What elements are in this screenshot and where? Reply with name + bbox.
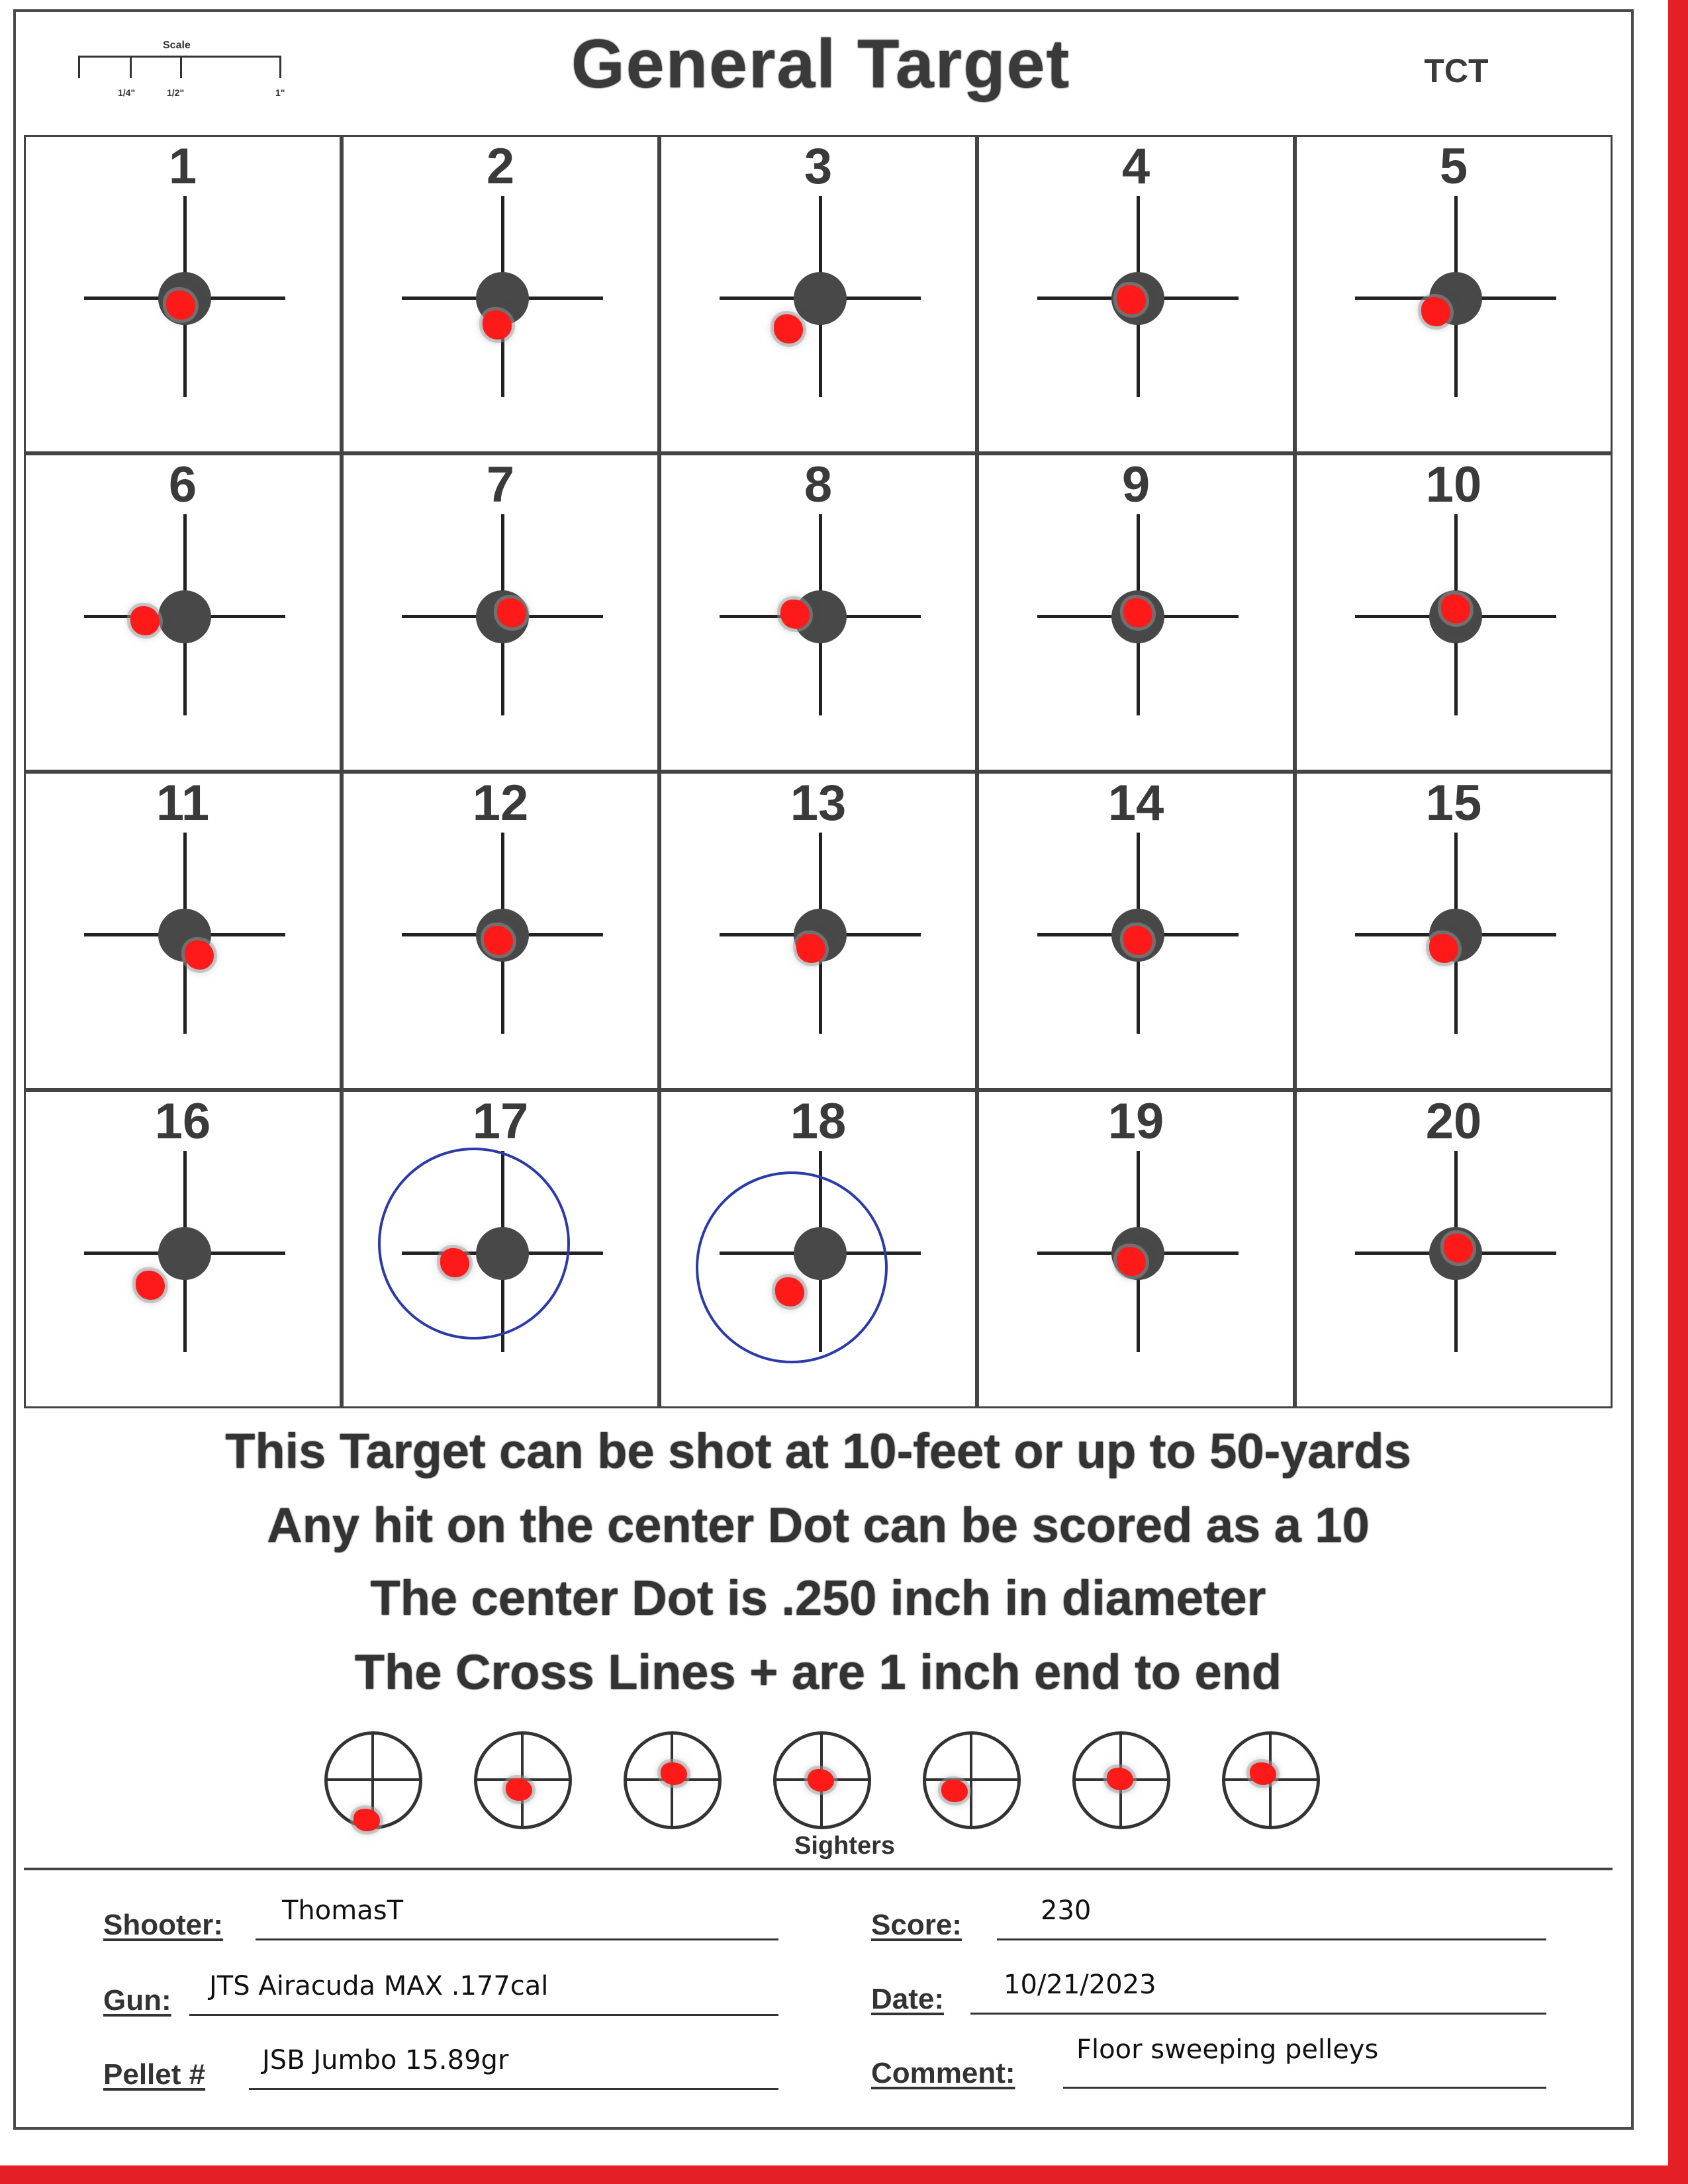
shot-hole <box>1250 1762 1276 1785</box>
shot-hole <box>1123 598 1152 627</box>
target-number: 7 <box>486 457 515 513</box>
comment-field <box>871 2034 1546 2094</box>
score-value: 230 <box>1041 1895 1092 1926</box>
circled-mark <box>696 1171 888 1363</box>
sighter-target <box>324 1731 422 1829</box>
target-number: 20 <box>1425 1093 1482 1150</box>
scale-bar <box>78 40 297 106</box>
gun-value: JTS Airacuda MAX .177cal <box>209 1971 549 2001</box>
shooter-value: ThomasT <box>282 1895 404 1926</box>
target-number: 19 <box>1107 1093 1164 1150</box>
shooter-label: Shooter: <box>103 1909 223 1941</box>
target-cell-16 <box>24 1090 342 1408</box>
red-edge-right <box>1668 0 1688 2184</box>
target-number: 3 <box>804 138 833 195</box>
target-cell-10 <box>1295 453 1613 772</box>
center-dot <box>794 272 847 325</box>
page-title: General Target <box>571 26 1071 103</box>
shot-hole <box>1441 594 1470 623</box>
target-number: 12 <box>472 775 529 831</box>
sighter-target <box>773 1731 871 1829</box>
date-line <box>970 2013 1546 2015</box>
target-number: 5 <box>1439 138 1468 195</box>
shooter-field <box>103 1893 778 1946</box>
shot-hole <box>941 1780 968 1802</box>
shot-hole <box>1444 1234 1473 1263</box>
target-cell-14 <box>977 772 1295 1090</box>
target-cell-12 <box>342 772 659 1090</box>
target-number: 2 <box>486 138 515 195</box>
pellet-label: Pellet # <box>103 2058 206 2091</box>
comment-value: Floor sweeping pelleys <box>1076 2034 1379 2065</box>
instruction-line: Any hit on the center Dot can be scored as a 10 <box>267 1498 1370 1553</box>
scale-label: 1/2" <box>167 87 185 98</box>
scale-tick <box>279 56 281 78</box>
target-cell-8 <box>659 453 977 772</box>
shot-hole <box>808 1769 834 1792</box>
gun-line <box>189 2014 778 2016</box>
score-label: Score: <box>871 1909 962 1941</box>
score-line <box>997 1938 1546 1940</box>
scale-label: 1" <box>275 87 285 98</box>
shot-hole <box>780 600 810 629</box>
target-number: 15 <box>1425 775 1482 831</box>
red-edge-bottom <box>0 2165 1688 2184</box>
target-cell-18 <box>659 1090 977 1408</box>
sighter-target <box>624 1731 722 1829</box>
scale-tick <box>180 56 182 78</box>
pellet-field <box>103 2042 778 2095</box>
shot-hole <box>1117 1247 1146 1276</box>
shot-hole <box>497 598 526 627</box>
shot-hole <box>166 291 195 320</box>
target-cell-15 <box>1295 772 1613 1090</box>
target-number: 1 <box>168 138 197 195</box>
target-cell-3 <box>659 135 977 453</box>
target-cell-1 <box>24 135 342 453</box>
target-number: 6 <box>168 457 197 513</box>
sighter-target <box>1222 1731 1320 1829</box>
shot-hole <box>353 1809 380 1831</box>
comment-label: Comment: <box>871 2057 1015 2089</box>
shooter-line <box>256 1938 778 1940</box>
scale-title: Scale <box>163 40 191 51</box>
shot-hole <box>1429 934 1458 963</box>
target-cell-11 <box>24 772 342 1090</box>
shot-hole <box>130 606 160 635</box>
target-cell-9 <box>977 453 1295 772</box>
target-cell-20 <box>1295 1090 1613 1408</box>
gun-label: Gun: <box>103 1984 171 2017</box>
target-grid <box>24 135 1613 1408</box>
target-cell-19 <box>977 1090 1295 1408</box>
shot-hole <box>1421 297 1450 326</box>
pellet-value: JSB Jumbo 15.89gr <box>262 2045 509 2075</box>
pellet-line <box>249 2088 778 2090</box>
target-cell-6 <box>24 453 342 772</box>
sighter-crosshair-vertical <box>970 1735 972 1826</box>
shot-hole <box>506 1778 532 1801</box>
center-dot <box>158 1227 211 1280</box>
target-cell-7 <box>342 453 659 772</box>
scale-tick <box>78 56 80 78</box>
shot-hole <box>185 940 214 970</box>
shot-hole <box>1107 1768 1133 1790</box>
form-divider <box>24 1868 1613 1870</box>
target-number: 4 <box>1121 138 1150 195</box>
target-number: 11 <box>156 775 210 831</box>
target-number: 18 <box>790 1093 847 1150</box>
target-number: 10 <box>1425 457 1482 513</box>
target-number: 8 <box>804 457 833 513</box>
date-label: Date: <box>871 1983 945 2015</box>
target-cell-2 <box>342 135 659 453</box>
sighter-target <box>1072 1731 1170 1829</box>
score-field <box>871 1893 1546 1946</box>
date-value: 10/21/2023 <box>1004 1970 1156 2000</box>
shot-hole <box>796 934 825 963</box>
sighters-label: Sighters <box>794 1832 896 1860</box>
date-field <box>871 1967 1546 2020</box>
shot-hole <box>136 1271 165 1300</box>
target-number: 16 <box>154 1093 211 1150</box>
sighters-row <box>24 1721 1613 1880</box>
target-code: TCT <box>1424 52 1489 89</box>
shot-hole <box>661 1762 687 1785</box>
scale-label: 1/4" <box>118 87 136 98</box>
target-cell-4 <box>977 135 1295 453</box>
target-cell-13 <box>659 772 977 1090</box>
instruction-line: The Cross Lines + are 1 inch end to end <box>354 1645 1282 1700</box>
center-dot <box>158 590 211 643</box>
shot-hole <box>774 314 803 343</box>
target-number: 13 <box>790 775 847 831</box>
circled-mark <box>378 1148 570 1340</box>
comment-line <box>1063 2087 1546 2089</box>
shot-hole <box>483 310 512 340</box>
target-number: 17 <box>472 1093 529 1150</box>
target-number: 14 <box>1107 775 1164 831</box>
target-number: 9 <box>1121 457 1150 513</box>
target-cell-17 <box>342 1090 659 1408</box>
scale-line <box>78 56 281 58</box>
target-cell-5 <box>1295 135 1613 453</box>
instruction-line: The center Dot is .250 inch in diameter <box>370 1570 1266 1625</box>
shot-hole <box>1117 285 1146 314</box>
shot-hole <box>1123 926 1152 955</box>
sighter-target <box>923 1731 1021 1829</box>
instruction-line: This Target can be shot at 10-feet or up to 50-yards <box>225 1424 1411 1479</box>
scale-tick <box>130 56 132 78</box>
sighter-target <box>474 1731 572 1829</box>
shot-hole <box>484 926 513 955</box>
gun-field <box>103 1968 778 2021</box>
